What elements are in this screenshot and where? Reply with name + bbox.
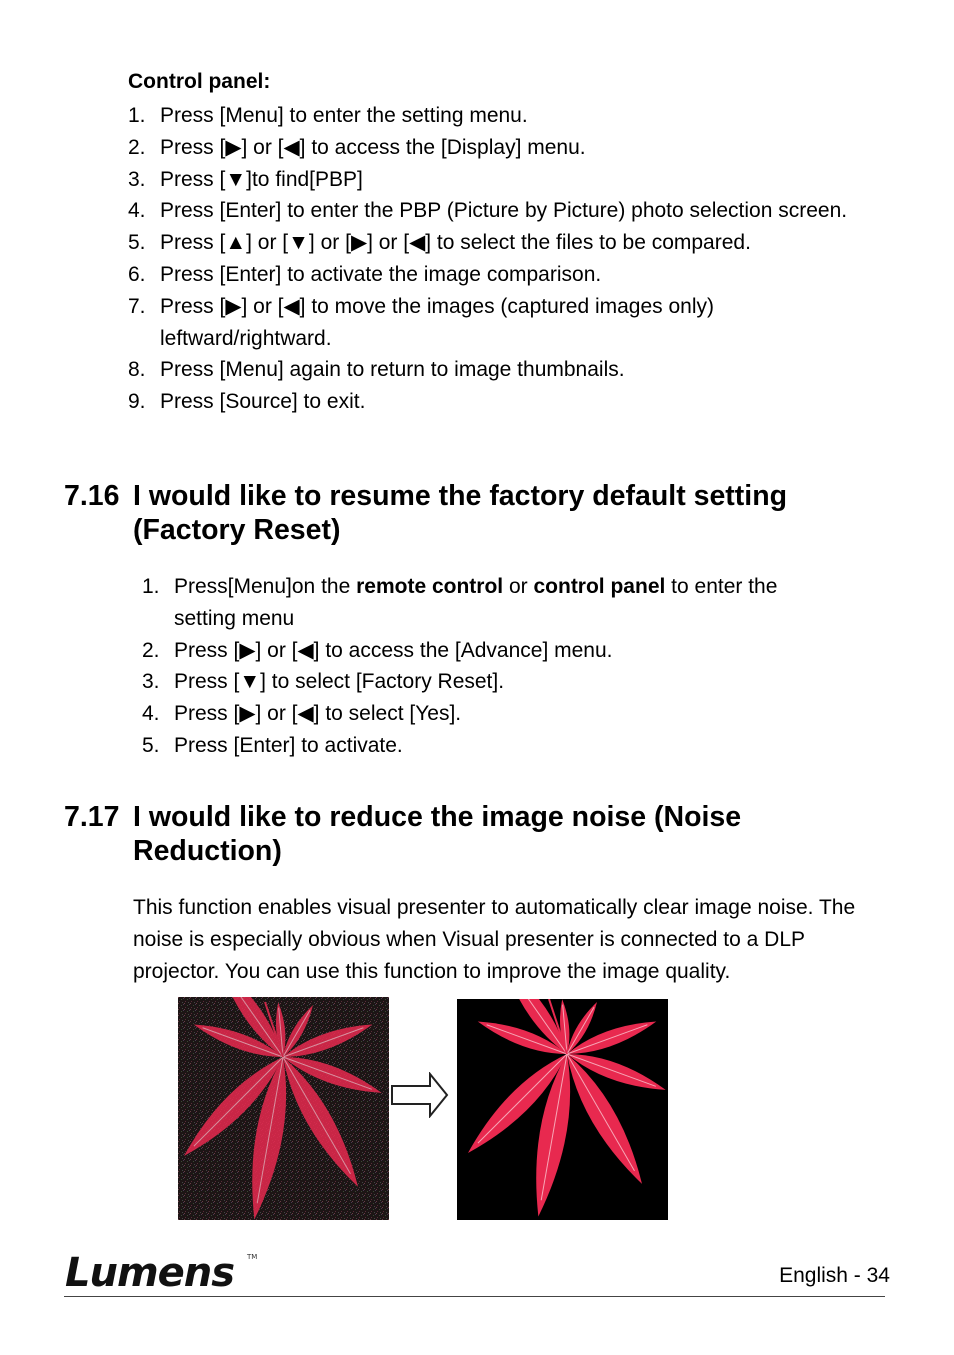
list-item: [128, 354, 848, 386]
step-text: Press [Source] to exit.: [160, 390, 366, 414]
step-text-bold: control panel: [533, 575, 666, 598]
list-item: [128, 386, 848, 418]
section-heading-factory-reset: [64, 479, 864, 547]
step-text: Press [Menu] again to return to image thumbnails.: [160, 358, 625, 382]
section-title: I would like to resume the factory default setting (Factory Reset): [133, 480, 788, 546]
noise-reduction-description: This function enables visual presenter to automatically clear image noise. The noise is especially obvious when Visual presenter is connected to a DLP projector. You can use this function to improve the image quality.: [133, 896, 856, 983]
section-number: 7.17: [64, 801, 120, 833]
step-text: Press [▶] or [◀] to move the images (captured images only) leftward/rightward.: [160, 294, 715, 350]
factory-reset-steps: [142, 571, 842, 762]
logo-wordmark: Lumens: [65, 1250, 235, 1292]
step-text: Press [Enter] to enter the PBP (Picture by Picture) photo selection screen.: [160, 199, 848, 223]
step-text-post: to enter the setting menu: [174, 575, 778, 630]
step-text: Press [▶] or [◀] to select [Yes].: [174, 702, 462, 726]
step-number: 5.: [142, 733, 160, 757]
step-text: Press [▶] or [◀] to access the [Advance] menu.: [174, 638, 613, 662]
section-title: I would like to reduce the image noise (Noise Reduction): [133, 801, 742, 867]
trademark-mark: TM: [247, 1253, 258, 1261]
step-text-mid: or: [503, 575, 534, 598]
list-item: [142, 666, 842, 698]
step-text: Press [Enter] to activate the image comparison.: [160, 262, 602, 286]
list-item: [128, 132, 848, 164]
step-number: 5.: [128, 231, 146, 255]
step-text: Press [Menu] to enter the setting menu.: [160, 104, 528, 127]
control-panel-heading: Control panel:: [128, 70, 271, 93]
step-text: Press [Enter] to activate.: [174, 733, 403, 757]
list-item: [142, 571, 842, 635]
list-item: [128, 291, 848, 355]
step-number: 3.: [128, 167, 146, 191]
right-arrow-icon: [390, 1072, 450, 1118]
page-number: English - 34: [779, 1264, 890, 1287]
step-number: 9.: [128, 390, 146, 414]
step-text-bold: remote control: [356, 575, 504, 598]
footer-divider: [64, 1296, 885, 1297]
section-heading-noise-reduction: [64, 800, 864, 868]
step-number: 2.: [128, 135, 146, 159]
step-number: 3.: [142, 670, 160, 694]
list-item: [128, 195, 848, 227]
step-number: 2.: [142, 638, 160, 662]
step-number: 7.: [128, 294, 146, 318]
step-text: Press [▲] or [▼] or [▶] or [◀] to select the files to be compared.: [160, 231, 751, 255]
list-item: [142, 698, 842, 730]
step-number: 4.: [128, 199, 146, 223]
step-number: 1.: [142, 575, 160, 598]
list-item: [128, 227, 848, 259]
step-number: 6.: [128, 262, 146, 286]
list-item: [128, 100, 848, 132]
step-number: 4.: [142, 702, 160, 726]
clean-maple-leaf-photo: [457, 999, 668, 1220]
noisy-maple-leaf-photo: [178, 997, 389, 1220]
list-item: [128, 164, 848, 196]
step-text-pre: Press[Menu]on the: [174, 575, 357, 598]
section-number: 7.16: [64, 480, 120, 512]
list-item: [128, 259, 848, 291]
step-text: Press [▼] to select [Factory Reset].: [174, 670, 505, 694]
step-number: 1.: [128, 104, 146, 127]
list-item: [142, 730, 842, 762]
list-item: [142, 635, 842, 667]
step-text: Press [▼]to find[PBP]: [160, 167, 363, 191]
step-number: 8.: [128, 358, 146, 382]
step-text: Press [▶] or [◀] to access the [Display] menu.: [160, 135, 586, 159]
control-panel-steps: [128, 100, 848, 418]
lumens-logo: [63, 1248, 263, 1292]
